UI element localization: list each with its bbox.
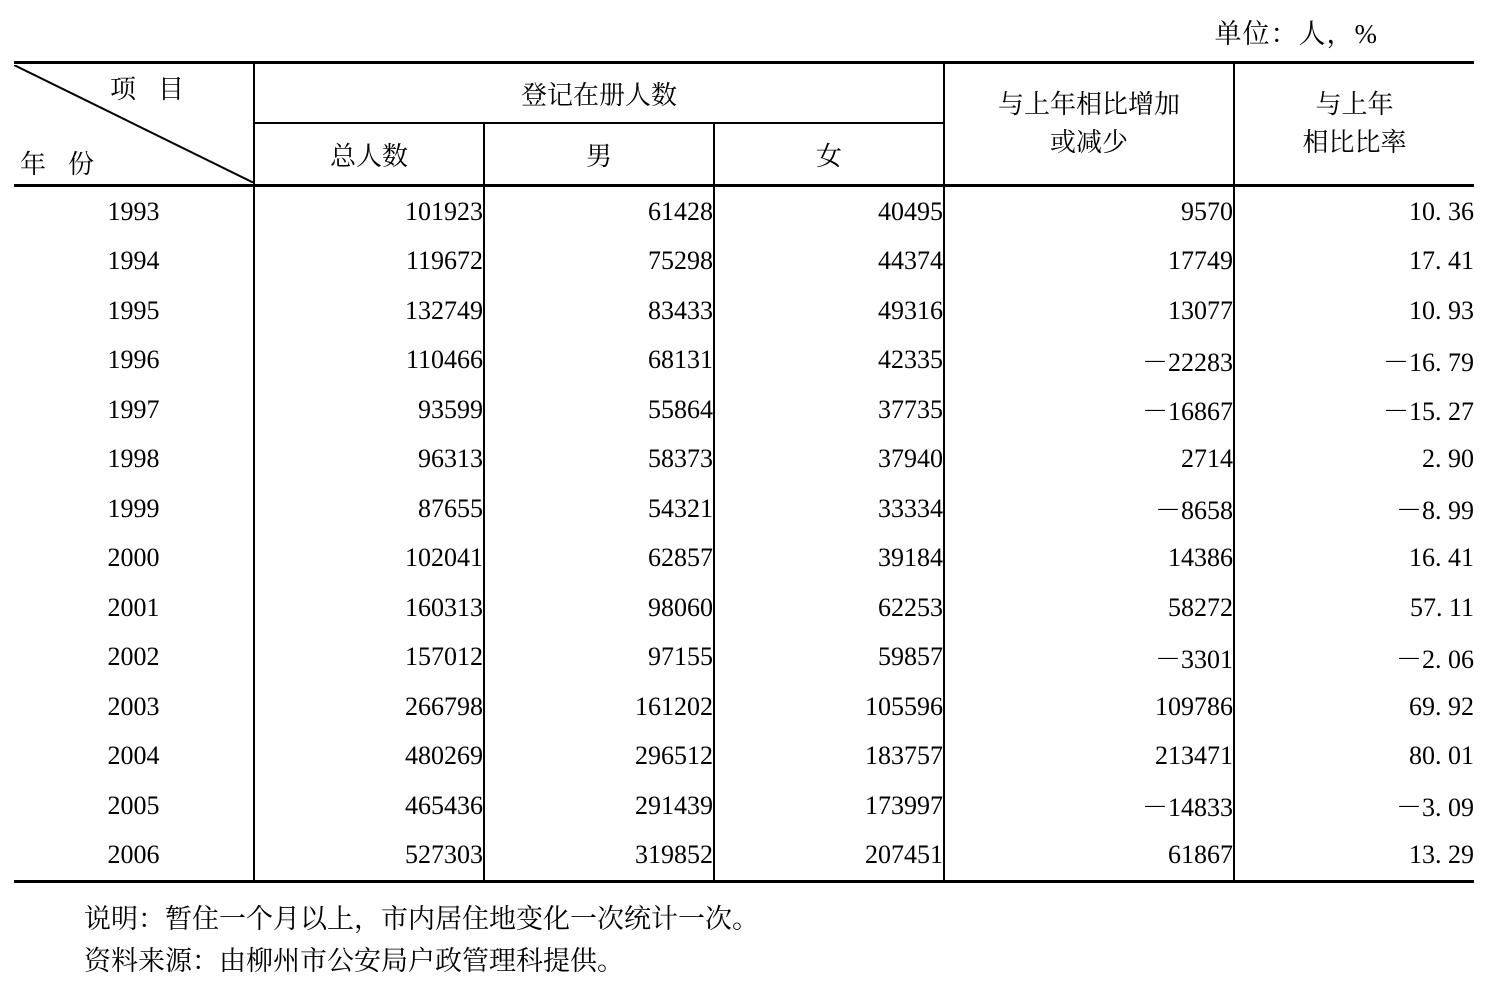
- cell-rate: 2. 90: [1422, 444, 1474, 474]
- cell-rate: 57. 11: [1409, 592, 1474, 622]
- cell-total: 480269: [254, 732, 484, 782]
- header-registered-group: 登记在册人数: [254, 63, 944, 124]
- cell-male: 55864: [484, 385, 714, 435]
- cell-rate: 13. 29: [1234, 831, 1474, 882]
- cell-female: 49316: [714, 286, 944, 336]
- cell-change: 2714: [944, 435, 1234, 485]
- cell-change: 17749: [944, 237, 1234, 287]
- cell-change: 61867: [944, 831, 1234, 882]
- cell-year: 2002: [107, 642, 160, 672]
- cell-rate: －15. 27: [1382, 397, 1474, 427]
- cell-female: 173997: [714, 781, 944, 831]
- table-row: [14, 186, 1474, 237]
- table-row: [14, 682, 1474, 732]
- table-row: [14, 633, 1474, 683]
- cell-total: 96313: [254, 435, 484, 485]
- cell-female: 33334: [714, 484, 944, 534]
- cell-female: 37735: [714, 385, 944, 435]
- cell-female: 59857: [714, 633, 944, 683]
- cell-total: 110466: [254, 336, 484, 386]
- cell-rate: －2. 06: [1395, 644, 1474, 674]
- cell-male: 97155: [484, 633, 714, 683]
- cell-male: 291439: [484, 781, 714, 831]
- cell-male: 61428: [484, 186, 714, 237]
- table-row: [14, 336, 1474, 386]
- cell-male: 319852: [484, 831, 714, 882]
- cell-year: 2003: [107, 691, 160, 721]
- cell-total: 465436: [254, 781, 484, 831]
- header-sub-male: 男: [484, 123, 714, 184]
- cell-total: 266798: [254, 682, 484, 732]
- table-row: [14, 583, 1474, 633]
- cell-male: 68131: [484, 336, 714, 386]
- cell-rate: 80. 01: [1409, 741, 1474, 771]
- cell-total: 87655: [254, 484, 484, 534]
- statistics-table: [14, 61, 1474, 883]
- table-row: [14, 385, 1474, 435]
- cell-change: －16867: [944, 385, 1234, 435]
- cell-rate: －3. 09: [1395, 793, 1474, 823]
- table-row: [14, 435, 1474, 485]
- cell-change: 13077: [944, 286, 1234, 336]
- cell-change: －22283: [944, 336, 1234, 386]
- table-header: [14, 63, 1474, 186]
- header-change-line2: 或减少: [1049, 128, 1128, 157]
- cell-male: 98060: [484, 583, 714, 633]
- cell-rate: 10. 93: [1409, 295, 1474, 325]
- cell-total: 132749: [254, 286, 484, 336]
- cell-rate: 10. 36: [1409, 196, 1474, 226]
- cell-year: 1999: [107, 493, 160, 523]
- cell-female: 42335: [714, 336, 944, 386]
- table-row: [14, 534, 1474, 584]
- corner-diagonal: [14, 65, 254, 183]
- header-rate-line1: 与上年: [1315, 90, 1394, 120]
- header-rate-line2: 相比比率: [1302, 128, 1407, 157]
- cell-change: 109786: [944, 682, 1234, 732]
- cell-change: －14833: [944, 781, 1234, 831]
- header-sub-total: 总人数: [254, 123, 484, 184]
- cell-female: 37940: [714, 435, 944, 485]
- cell-year: 1995: [107, 295, 160, 325]
- cell-change: 9570: [944, 186, 1234, 237]
- cell-rate: 16. 41: [1409, 543, 1474, 573]
- cell-female: 40495: [714, 186, 944, 237]
- header-change-line1: 与上年相比增加: [997, 90, 1180, 120]
- cell-total: 102041: [254, 534, 484, 584]
- cell-change: 14386: [944, 534, 1234, 584]
- cell-male: 58373: [484, 435, 714, 485]
- cell-total: 160313: [254, 583, 484, 633]
- corner-label-year: 年份: [20, 150, 117, 179]
- cell-male: 83433: [484, 286, 714, 336]
- header-change: [944, 63, 1234, 185]
- cell-total: 93599: [254, 385, 484, 435]
- cell-male: 75298: [484, 237, 714, 287]
- cell-male: 296512: [484, 732, 714, 782]
- note-explanation: 说明：暂住一个月以上，市内居住地变化一次统计一次。: [84, 904, 759, 934]
- cell-rate: 69. 92: [1409, 691, 1474, 721]
- note-source: 资料来源：由柳州市公安局户政管理科提供。: [84, 945, 624, 976]
- cell-total: 157012: [254, 633, 484, 683]
- cell-year: 1998: [107, 444, 160, 474]
- table-row: [14, 831, 1474, 882]
- header-rate: [1234, 63, 1474, 185]
- cell-year: 2000: [107, 543, 160, 573]
- cell-total: 527303: [254, 831, 484, 882]
- cell-year: 1994: [107, 246, 160, 276]
- table-row: [14, 286, 1474, 336]
- cell-female: 44374: [714, 237, 944, 287]
- table-row: [14, 484, 1474, 534]
- cell-rate: 17. 41: [1409, 246, 1474, 276]
- table-row: [14, 237, 1474, 287]
- header-sub-female: 女: [714, 123, 944, 184]
- cell-female: 62253: [714, 583, 944, 633]
- table-body: [14, 186, 1474, 882]
- cell-year: 2001: [107, 592, 160, 622]
- cell-female: 105596: [714, 682, 944, 732]
- cell-male: 62857: [484, 534, 714, 584]
- cell-male: 54321: [484, 484, 714, 534]
- cell-rate: －8. 99: [1395, 496, 1474, 526]
- cell-change: －8658: [944, 484, 1234, 534]
- cell-year: 2006: [14, 831, 254, 882]
- corner-label-item: 项目: [110, 75, 207, 104]
- cell-male: 161202: [484, 682, 714, 732]
- cell-female: 183757: [714, 732, 944, 782]
- cell-year: 2004: [107, 741, 160, 771]
- cell-change: 58272: [944, 583, 1234, 633]
- cell-total: 101923: [254, 186, 484, 237]
- cell-female: 207451: [714, 831, 944, 882]
- cell-year: 1996: [107, 345, 160, 375]
- cell-year: 1993: [107, 196, 160, 226]
- cell-year: 1997: [107, 394, 160, 424]
- unit-note: 单位：人，%: [1214, 19, 1378, 49]
- table-row: [14, 781, 1474, 831]
- cell-rate: －16. 79: [1382, 347, 1474, 377]
- cell-total: 119672: [254, 237, 484, 287]
- table-row: [14, 732, 1474, 782]
- cell-year: 2005: [107, 790, 160, 820]
- header-row-top: [14, 63, 1474, 124]
- cell-change: －3301: [944, 633, 1234, 683]
- cell-female: 39184: [714, 534, 944, 584]
- corner-header-cell: [14, 63, 254, 185]
- table-notes: [14, 899, 1474, 983]
- cell-change: 213471: [944, 732, 1234, 782]
